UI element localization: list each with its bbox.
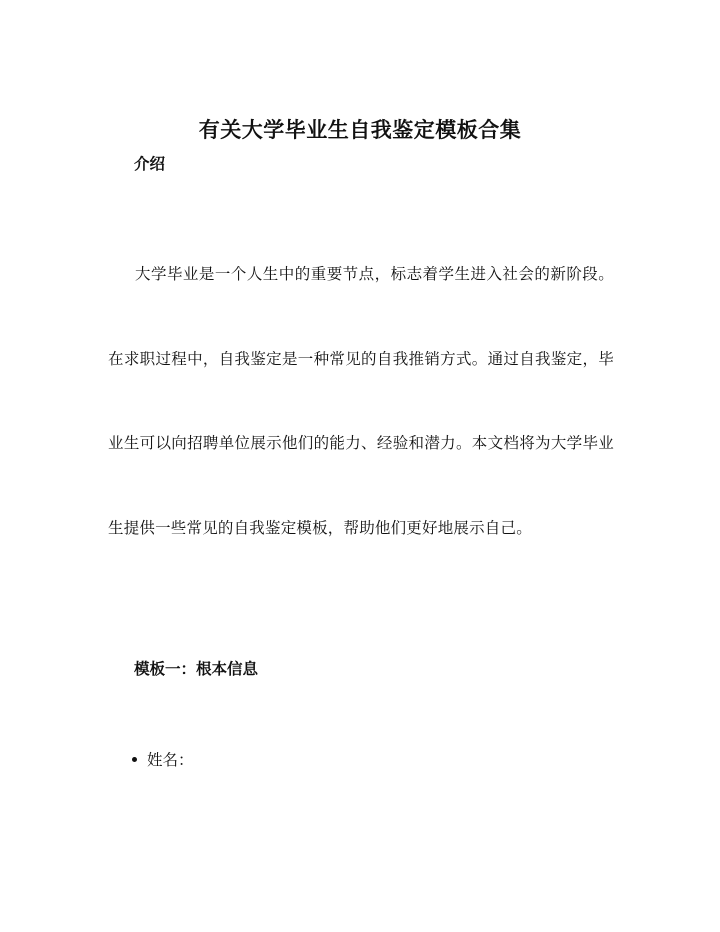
list-item-label: 姓名： [147, 751, 194, 769]
list-item [132, 748, 194, 770]
intro-paragraph: 大学毕业是一个人生中的重要节点，标志着学生进入社会的新阶段。在求职过程中，自我鉴定是一种常见的自我推销方式。通过自我鉴定，毕业生可以向招聘单位展示他们的能力、经验和潜力。本文档将为大学毕业生提供一些常见的自我鉴定模板，帮助他们更好地展示自己。 [108, 265, 614, 537]
document-title: 有关大学毕业生自我鉴定模板合集 [198, 117, 522, 142]
template-one-list [132, 748, 194, 770]
bullet-icon [132, 757, 137, 762]
section-heading-intro: 介绍 [134, 154, 166, 173]
section-heading-template-one: 模板一：根本信息 [134, 659, 259, 678]
